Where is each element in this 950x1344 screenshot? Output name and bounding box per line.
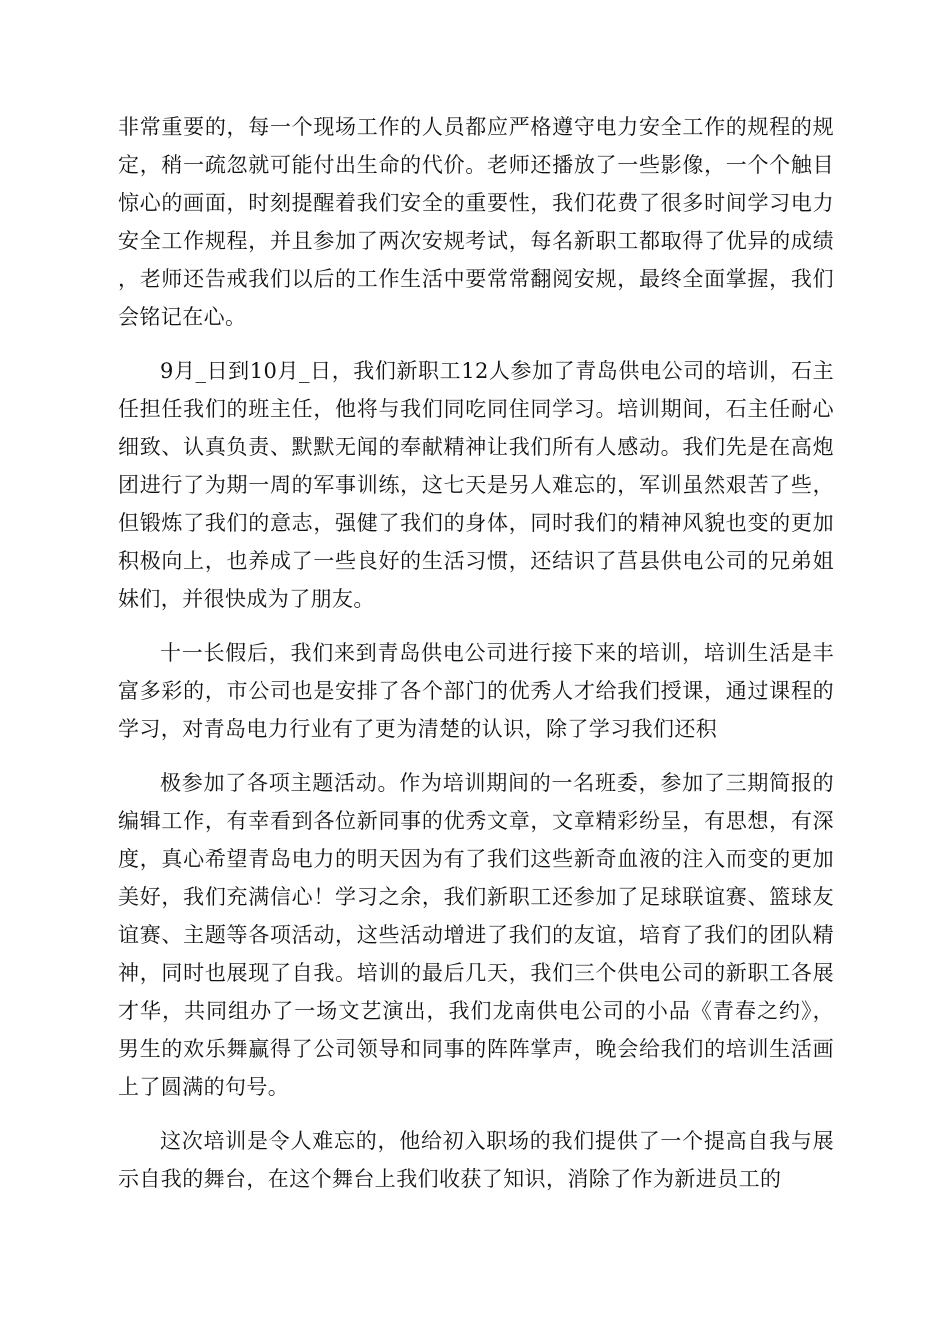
document-body [118,108,834,1214]
paragraph-after-holiday: 十一长假后，我们来到青岛供电公司进行接下来的培训，培训生活是丰富多彩的，市公司也是安排了各个部门的优秀人才给我们授课，通过课程的学习，对青岛电力行业有了更为清楚的认识，除了学习我们还积 [118,641,834,741]
paragraph-qingdao-training: 9月_日到10月_日，我们新职工12人参加了青岛供电公司的培训，石主任担任我们的班主任，他将与我们同吃同住同学习。培训期间，石主任耐心细致、认真负责、默默无闻的奉献精神让我们所有人感动。我们先是在高炮团进行了为期一周的军事训练，这七天是另人难忘的，军训虽然艰苦了些，但锻炼了我们的意志，强健了我们的身体，同时我们的精神风貌也变的更加积极向上，也养成了一些良好的生活习惯，还结识了莒县供电公司的兄弟姐妹们，并很快成为了朋友。 [118,359,834,611]
paragraph-conclusion: 这次培训是令人难忘的，他给初入职场的我们提供了一个提高自我与展示自我的舞台，在这个舞台上我们收获了知识，消除了作为新进员工的 [118,1129,834,1191]
paragraph-safety-rules: 非常重要的，每一个现场工作的人员都应严格遵守电力安全工作的规程的规定，稍一疏忽就可能付出生命的代价。老师还播放了一些影像，一个个触目惊心的画面，时刻提醒着我们安全的重要性，我们花费了很多时间学习电力安全工作规程，并且参加了两次安规考试，每名新职工都取得了优异的成绩，老师还告戒我们以后的工作生活中要常常翻阅安规，最终全面掌握，我们会铭记在心。 [118,115,834,329]
paragraph-activities: 极参加了各项主题活动。作为培训期间的一名班委，参加了三期简报的编辑工作，有幸看到各位新同事的优秀文章，文章精彩纷呈，有思想，有深度，真心希望青岛电力的明天因为有了我们这些新奇血液的注入而变的更加美好，我们充满信心！学习之余，我们新职工还参加了足球联谊赛、篮球友谊赛、主题等各项活动，这些活动增进了我们的友谊，培育了我们的团队精神，同时也展现了自我。培训的最后几天，我们三个供电公司的新职工各展才华，共同组办了一场文艺演出，我们龙南供电公司的小品《青春之约》，男生的欢乐舞赢得了公司领导和同事的阵阵掌声，晚会给我们的培训生活画上了圆满的句号。 [118,771,834,1099]
